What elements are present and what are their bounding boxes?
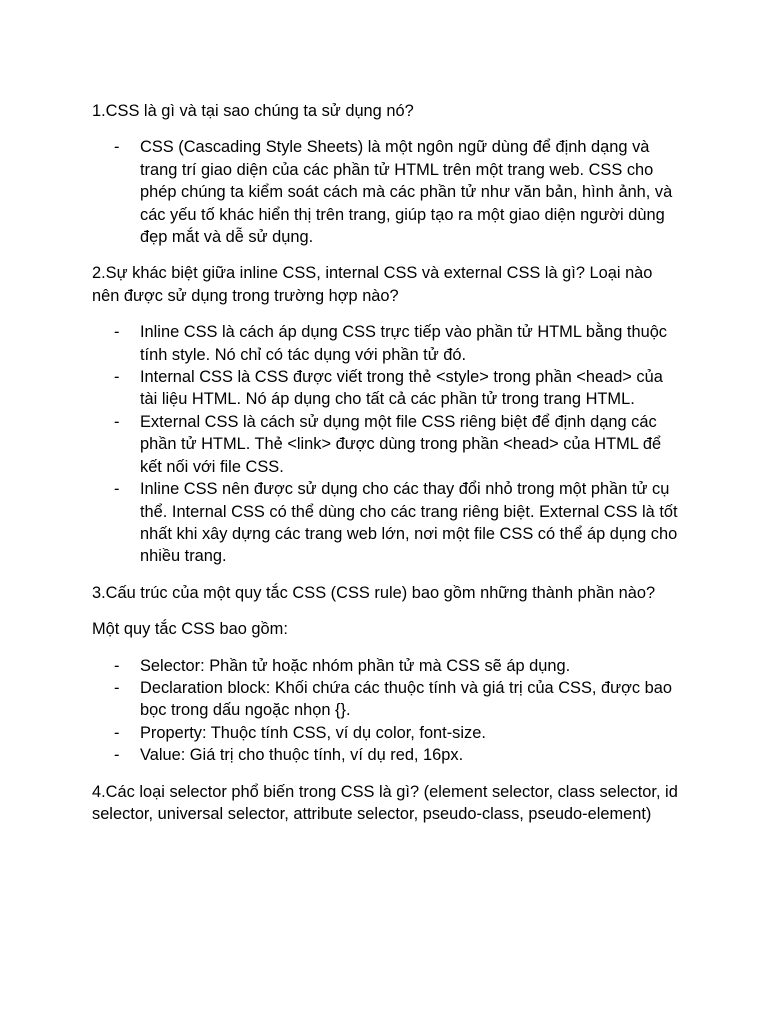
list-item-text: Property: Thuộc tính CSS, ví dụ color, font-size. [140, 723, 486, 742]
bullet-dash: - [114, 412, 120, 431]
question-3-intro: Một quy tắc CSS bao gồm: [92, 620, 288, 639]
bullet-dash: - [114, 138, 120, 157]
question-2-answer-list [92, 321, 682, 567]
list-item-text: External CSS là cách sử dụng một file CSS riêng biệt để định dạng các phần tử HTML. Thẻ <link> được dùng trong phần <head> của HTML để kết nối với file CSS. [140, 412, 662, 476]
list-item [92, 366, 682, 411]
list-item [92, 722, 682, 744]
bullet-dash: - [114, 368, 120, 387]
question-4-heading: 4.Các loại selector phổ biến trong CSS là gì? (element selector, class selector, id selector, universal selector, attribute selector, pseudo-class, pseudo-element) [92, 782, 678, 823]
bullet-dash: - [114, 323, 120, 342]
bullet-dash: - [114, 723, 120, 742]
bullet-dash: - [114, 480, 120, 499]
question-3-heading: 3.Cấu trúc của một quy tắc CSS (CSS rule) bao gồm những thành phần nào? [92, 583, 656, 602]
question-1-heading: 1.CSS là gì và tại sao chúng ta sử dụng nó? [92, 102, 414, 120]
list-item [92, 321, 682, 366]
bullet-dash: - [114, 746, 120, 765]
list-item-text: Selector: Phần tử hoặc nhóm phần tử mà CSS sẽ áp dụng. [140, 656, 571, 675]
list-item-text: CSS (Cascading Style Sheets) là một ngôn ngữ dùng để định dạng và trang trí giao diện của các phần tử HTML trên một trang web. CSS cho phép chúng ta kiểm soát cách mà các phần tử như văn bản, hình ảnh, và các yếu tố khác hiển thị trên trang, giúp tạo ra một giao diện người dùng đẹp mắt và dễ sử dụng. [140, 138, 673, 247]
list-item-text: Internal CSS là CSS được viết trong thẻ <style> trong phần <head> của tài liệu HTML. Nó áp dụng cho tất cả các phần tử trong trang HTML. [140, 368, 663, 409]
question-1-answer-list [92, 136, 682, 248]
bullet-dash: - [114, 678, 120, 697]
document-body [92, 100, 682, 839]
list-item [92, 677, 682, 722]
list-item-text: Inline CSS là cách áp dụng CSS trực tiếp vào phần tử HTML bằng thuộc tính style. Nó chỉ có tác dụng với phần tử đó. [140, 323, 668, 364]
bullet-dash: - [114, 656, 120, 675]
list-item [92, 478, 682, 568]
question-3-answer-list [92, 655, 682, 767]
list-item [92, 136, 682, 248]
list-item [92, 655, 682, 677]
question-2-heading: 2.Sự khác biệt giữa inline CSS, internal CSS và external CSS là gì? Loại nào nên được sử dụng trong trường hợp nào? [92, 264, 653, 305]
list-item-text: Value: Giá trị cho thuộc tính, ví dụ red, 16px. [140, 746, 464, 765]
list-item-text: Inline CSS nên được sử dụng cho các thay đổi nhỏ trong một phần tử cụ thể. Internal CSS có thể dùng cho các trang riêng biệt. External CSS là tốt nhất khi xây dựng các trang web lớn, nơi một file CSS có thể áp dụng cho nhiều trang. [140, 480, 678, 566]
list-item [92, 411, 682, 478]
list-item [92, 744, 682, 766]
list-item-text: Declaration block: Khối chứa các thuộc tính và giá trị của CSS, được bao bọc trong dấu ngoặc nhọn {}. [140, 678, 672, 720]
